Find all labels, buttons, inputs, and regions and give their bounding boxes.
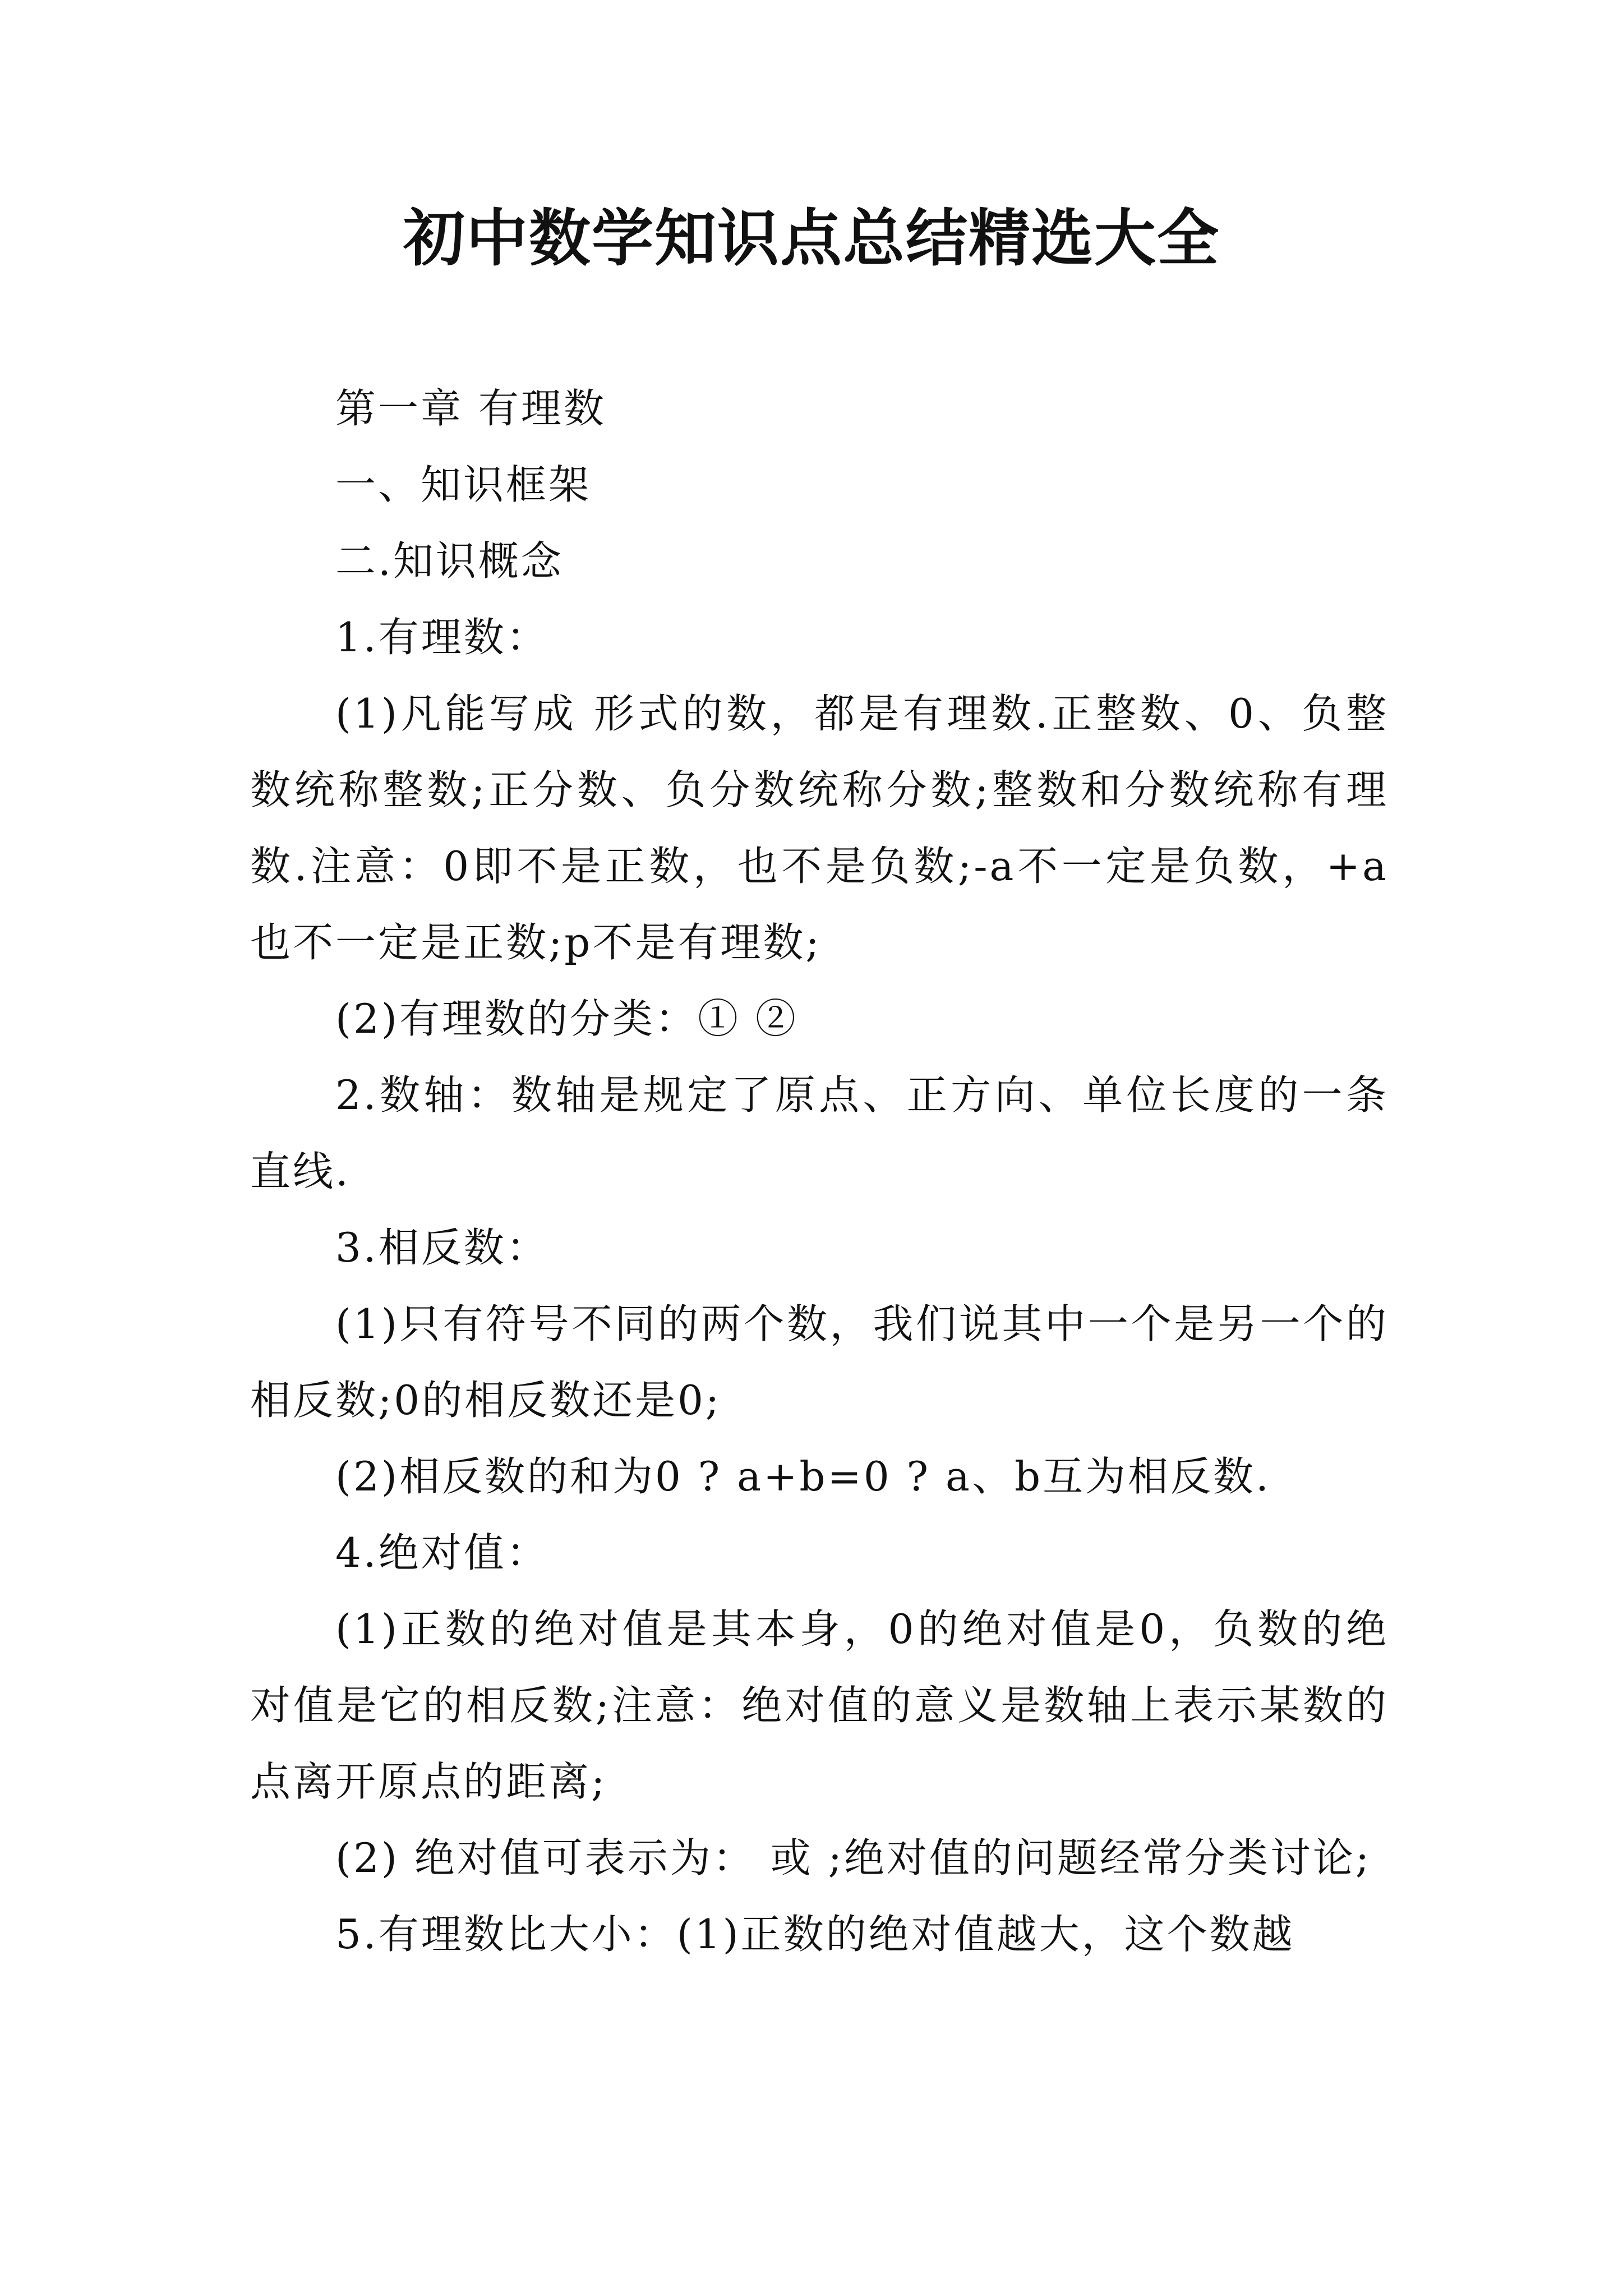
paragraph-opposite-number-heading: 3.相反数： xyxy=(335,1224,549,1271)
paragraph-number-line: 2.数轴：数轴是规定了原点、正方向、单位长度的一条直线. xyxy=(250,1071,1389,1195)
paragraph-compare-rational-numbers: 5.有理数比大小：(1)正数的绝对值越大，这个数越 xyxy=(335,1911,1295,1958)
chapter-heading: 第一章 有理数 xyxy=(335,385,606,432)
section-heading-concepts: 二.知识概念 xyxy=(335,537,564,585)
paragraph-absolute-value-definition: (1)正数的绝对值是其本身，0的绝对值是0，负数的绝对值是它的相反数;注意：绝对值的意义是数轴上表示某数的点离开原点的距离; xyxy=(250,1605,1389,1805)
section-heading-framework: 一、知识框架 xyxy=(335,461,592,508)
paragraph-opposite-number-sum: (2)相反数的和为0 ? a+b=0 ? a、b互为相反数. xyxy=(335,1453,1271,1500)
document-body xyxy=(250,370,1389,1972)
paragraph-rational-number-classification: (2)有理数的分类：① ② xyxy=(335,995,798,1042)
paragraph-absolute-value-heading: 4.绝对值： xyxy=(335,1529,549,1576)
paragraph-opposite-number-definition: (1)只有符号不同的两个数，我们说其中一个是另一个的相反数;0的相反数还是0; xyxy=(250,1300,1389,1424)
paragraph-rational-number-definition: (1)凡能写成 形式的数，都是有理数.正整数、0、负整数统称整数;正分数、负分数统称分数;整数和分数统称有理数.注意：0即不是正数，也不是负数;-a不一定是负数，+a也不一定是正数;p不是有理数; xyxy=(250,690,1389,966)
paragraph-rational-number-heading: 1.有理数： xyxy=(335,614,549,661)
document-title: 初中数学知识点总结精选大全 xyxy=(403,202,1220,274)
paragraph-absolute-value-expression: (2) 绝对值可表示为： 或 ;绝对值的问题经常分类讨论; xyxy=(335,1834,1372,1881)
